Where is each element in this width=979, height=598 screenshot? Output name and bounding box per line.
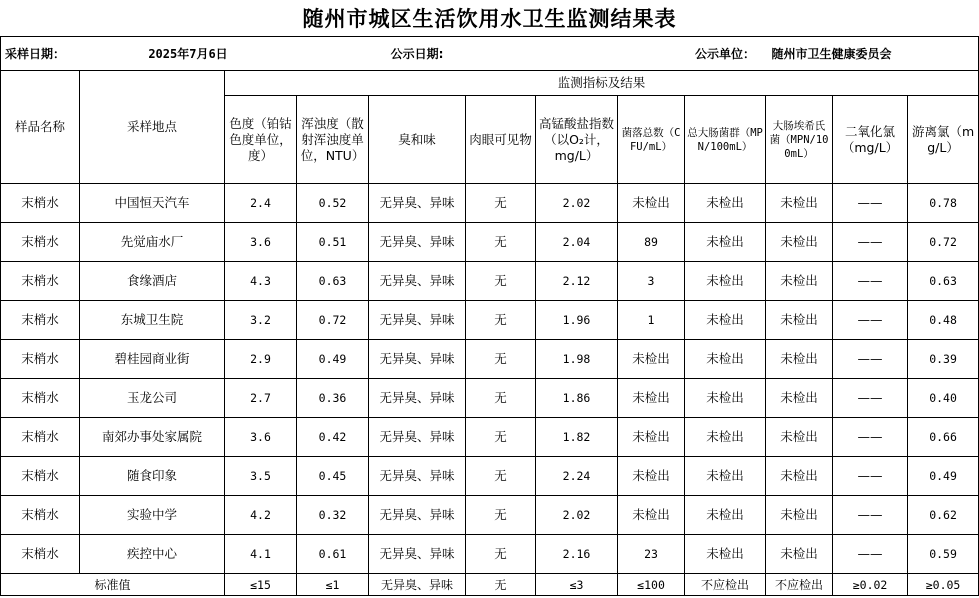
header-col-turbidity: 浑浊度（散射浑浊度单位，NTU） [297, 96, 369, 184]
result-cell: 23 [618, 535, 685, 574]
result-cell: 3.6 [225, 418, 297, 457]
header-row-group [1, 71, 979, 96]
table-row [1, 457, 979, 496]
result-cell: 89 [618, 223, 685, 262]
header-col-chroma: 色度（铂钴色度单位，度） [225, 96, 297, 184]
standard-label: 标准值 [1, 574, 225, 596]
result-cell: 4.3 [225, 262, 297, 301]
result-cell: 0.40 [908, 379, 979, 418]
result-cell: —— [833, 496, 908, 535]
sample-name-cell: 末梢水 [1, 223, 80, 262]
report-title: 随州市城区生活饮用水卫生监测结果表 [302, 6, 677, 31]
result-cell: 2.24 [536, 457, 618, 496]
result-cell: —— [833, 301, 908, 340]
result-cell: 未检出 [766, 496, 833, 535]
location-cell: 随食印象 [80, 457, 225, 496]
result-cell: 未检出 [766, 379, 833, 418]
sample-name-cell: 末梢水 [1, 262, 80, 301]
result-cell: 未检出 [618, 340, 685, 379]
result-cell: 未检出 [766, 301, 833, 340]
header-col-coliform: 总大肠菌群（MPN/100mL） [685, 96, 766, 184]
result-cell: 2.9 [225, 340, 297, 379]
result-cell: 未检出 [766, 535, 833, 574]
result-cell: 无异臭、异味 [369, 340, 466, 379]
result-cell: 未检出 [766, 340, 833, 379]
result-cell: 无 [466, 379, 536, 418]
header-col-chlorine-dioxide: 二氧化氯（mg/L） [833, 96, 908, 184]
result-cell: 无 [466, 418, 536, 457]
result-cell: 无 [466, 496, 536, 535]
result-cell: 未检出 [685, 301, 766, 340]
result-cell: 1.82 [536, 418, 618, 457]
result-cell: 未检出 [766, 457, 833, 496]
result-cell: 未检出 [618, 418, 685, 457]
result-cell: 0.45 [297, 457, 369, 496]
standard-value: ≤3 [536, 574, 618, 596]
header-col-free-chlorine: 游离氯（mg/L） [908, 96, 979, 184]
result-cell: 0.48 [908, 301, 979, 340]
sample-name-cell: 末梢水 [1, 301, 80, 340]
publish-date-label: 公示日期: [369, 37, 466, 71]
publish-unit-value: 随州市卫生健康委员会 [766, 37, 979, 71]
result-cell: 无 [466, 340, 536, 379]
result-cell: 未检出 [685, 418, 766, 457]
result-cell: 未检出 [618, 496, 685, 535]
result-cell: —— [833, 457, 908, 496]
result-cell: 0.66 [908, 418, 979, 457]
location-cell: 南郊办事处家属院 [80, 418, 225, 457]
result-cell: —— [833, 340, 908, 379]
result-cell: 2.12 [536, 262, 618, 301]
result-cell: 2.7 [225, 379, 297, 418]
result-cell: 未检出 [685, 262, 766, 301]
standard-value: 不应检出 [685, 574, 766, 596]
result-cell: 未检出 [766, 262, 833, 301]
location-cell: 中国恒天汽车 [80, 184, 225, 223]
result-cell: 未检出 [618, 184, 685, 223]
result-cell: 未检出 [685, 457, 766, 496]
result-cell: 无 [466, 535, 536, 574]
standard-value: 无 [466, 574, 536, 596]
result-cell: 0.42 [297, 418, 369, 457]
result-cell: 0.49 [908, 457, 979, 496]
result-cell: 未检出 [685, 379, 766, 418]
sample-name-cell: 末梢水 [1, 184, 80, 223]
result-cell: 1.86 [536, 379, 618, 418]
header-indicator-group: 监测指标及结果 [225, 71, 979, 96]
result-cell: 0.49 [297, 340, 369, 379]
sample-date-label: 采样日期： [1, 37, 80, 71]
result-cell: 未检出 [685, 223, 766, 262]
standard-value: ≥0.02 [833, 574, 908, 596]
meta-row [1, 37, 979, 71]
result-cell: —— [833, 262, 908, 301]
result-cell: 未检出 [685, 496, 766, 535]
result-cell: 未检出 [685, 340, 766, 379]
result-cell: 0.63 [908, 262, 979, 301]
location-cell: 碧桂园商业街 [80, 340, 225, 379]
result-cell: 2.04 [536, 223, 618, 262]
publish-unit-label: 公示单位： [685, 37, 766, 71]
result-cell: 未检出 [618, 379, 685, 418]
result-cell: —— [833, 184, 908, 223]
result-cell: 无 [466, 457, 536, 496]
result-cell: 未检出 [685, 184, 766, 223]
standard-value: ≥0.05 [908, 574, 979, 596]
table-row [1, 340, 979, 379]
sample-name-cell: 末梢水 [1, 340, 80, 379]
result-cell: 0.59 [908, 535, 979, 574]
result-cell: 0.52 [297, 184, 369, 223]
result-cell: 0.32 [297, 496, 369, 535]
result-cell: 无 [466, 301, 536, 340]
header-col-permanganate: 高锰酸盐指数（以O₂计，mg/L） [536, 96, 618, 184]
sample-name-cell: 末梢水 [1, 418, 80, 457]
result-cell: 3.6 [225, 223, 297, 262]
sample-name-cell: 末梢水 [1, 457, 80, 496]
result-cell: 3.5 [225, 457, 297, 496]
result-cell: 1 [618, 301, 685, 340]
sample-name-cell: 末梢水 [1, 535, 80, 574]
result-cell: 未检出 [766, 418, 833, 457]
result-cell: 未检出 [618, 457, 685, 496]
location-cell: 东城卫生院 [80, 301, 225, 340]
result-cell: 0.62 [908, 496, 979, 535]
table-row [1, 223, 979, 262]
result-cell: 无异臭、异味 [369, 496, 466, 535]
result-cell: 未检出 [766, 184, 833, 223]
result-cell: 4.1 [225, 535, 297, 574]
result-cell: —— [833, 379, 908, 418]
result-cell: 无异臭、异味 [369, 379, 466, 418]
results-table [0, 36, 979, 596]
standard-value: 不应检出 [766, 574, 833, 596]
result-cell: —— [833, 535, 908, 574]
location-cell: 疾控中心 [80, 535, 225, 574]
result-cell: 无 [466, 184, 536, 223]
standard-value: 无异臭、异味 [369, 574, 466, 596]
result-cell: 无异臭、异味 [369, 457, 466, 496]
header-col-visible: 肉眼可见物 [466, 96, 536, 184]
result-cell: 2.02 [536, 184, 618, 223]
header-location: 采样地点 [80, 71, 225, 184]
result-cell: 无异臭、异味 [369, 301, 466, 340]
result-cell: 3.2 [225, 301, 297, 340]
table-row [1, 379, 979, 418]
header-col-colony: 菌落总数（CFU/mL） [618, 96, 685, 184]
result-cell: 无 [466, 223, 536, 262]
location-cell: 玉龙公司 [80, 379, 225, 418]
result-cell: 未检出 [766, 223, 833, 262]
result-cell: 0.72 [908, 223, 979, 262]
table-row [1, 496, 979, 535]
sample-name-cell: 末梢水 [1, 379, 80, 418]
result-cell: 0.72 [297, 301, 369, 340]
meta-spacer [297, 37, 369, 71]
result-cell: 0.63 [297, 262, 369, 301]
result-cell: 2.02 [536, 496, 618, 535]
standard-row [1, 574, 979, 596]
table-row [1, 301, 979, 340]
location-cell: 先觉庙水厂 [80, 223, 225, 262]
location-cell: 实验中学 [80, 496, 225, 535]
result-cell: 4.2 [225, 496, 297, 535]
standard-value: ≤1 [297, 574, 369, 596]
result-cell: 2.16 [536, 535, 618, 574]
location-cell: 食缘酒店 [80, 262, 225, 301]
table-row [1, 535, 979, 574]
result-cell: 0.78 [908, 184, 979, 223]
publish-date-value [466, 37, 685, 71]
result-cell: 无 [466, 262, 536, 301]
table-row [1, 418, 979, 457]
sample-date-value: 2025年7月6日 [80, 37, 297, 71]
result-cell: 0.39 [908, 340, 979, 379]
header-col-ecoli: 大肠埃希氏菌（MPN/100mL） [766, 96, 833, 184]
result-cell: 无异臭、异味 [369, 418, 466, 457]
result-cell: 1.96 [536, 301, 618, 340]
result-cell: 无异臭、异味 [369, 262, 466, 301]
data-rows [1, 184, 979, 574]
result-cell: 0.61 [297, 535, 369, 574]
sample-name-cell: 末梢水 [1, 496, 80, 535]
result-cell: —— [833, 223, 908, 262]
result-cell: 无异臭、异味 [369, 223, 466, 262]
result-cell: 3 [618, 262, 685, 301]
table-row [1, 262, 979, 301]
standard-value: ≤100 [618, 574, 685, 596]
result-cell: 无异臭、异味 [369, 184, 466, 223]
header-col-odor: 臭和味 [369, 96, 466, 184]
result-cell: 1.98 [536, 340, 618, 379]
result-cell: 未检出 [685, 535, 766, 574]
header-sample-name: 样品名称 [1, 71, 80, 184]
table-row [1, 184, 979, 223]
result-cell: 无异臭、异味 [369, 535, 466, 574]
result-cell: 2.4 [225, 184, 297, 223]
standard-value: ≤15 [225, 574, 297, 596]
result-cell: 0.36 [297, 379, 369, 418]
result-cell: —— [833, 418, 908, 457]
result-cell: 0.51 [297, 223, 369, 262]
